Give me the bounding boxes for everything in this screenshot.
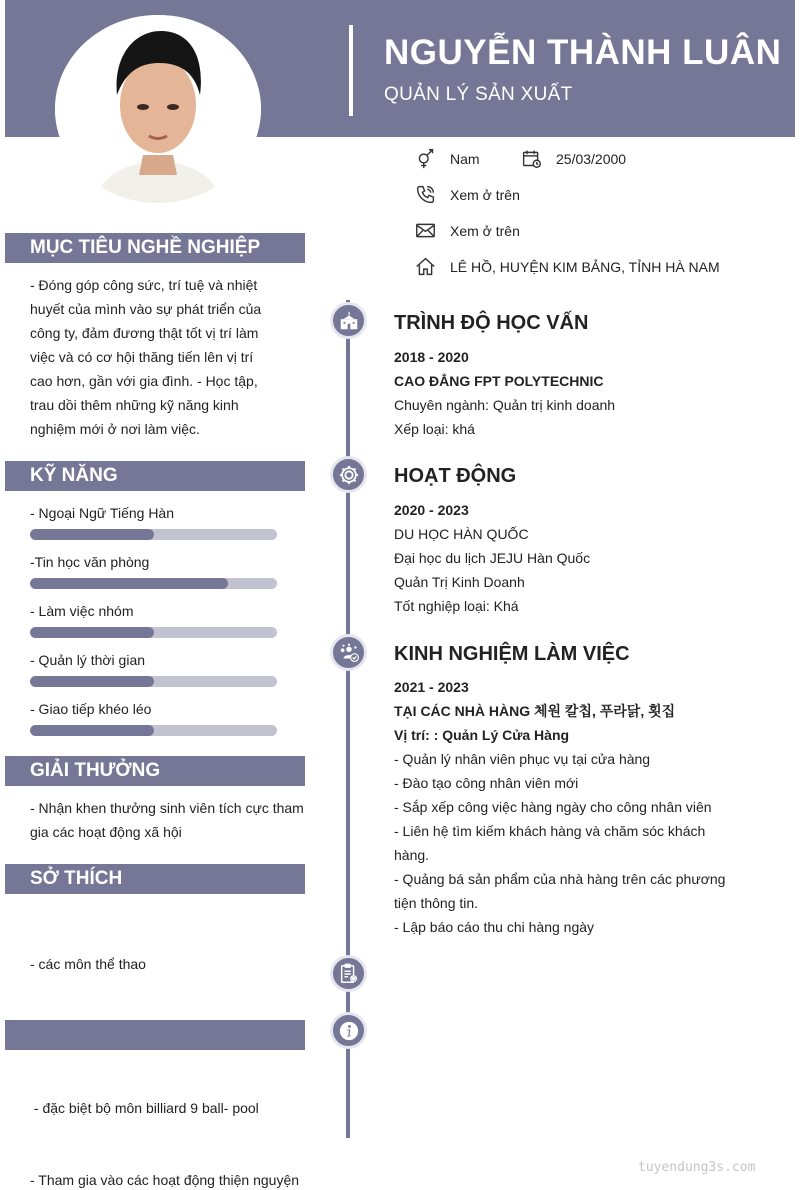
- phone-icon: [415, 184, 436, 205]
- activities-line: DU HỌC HÀN QUỐC: [394, 526, 529, 542]
- skill-label: - Làm việc nhóm: [30, 603, 134, 619]
- contact-phone: [415, 184, 520, 205]
- experience-line: hàng.: [394, 847, 430, 863]
- objective-line: - Đóng góp công sức, trí tuệ và nhiệt: [30, 277, 258, 293]
- experience-line: - Lập báo cáo thu chi hàng ngày: [394, 919, 595, 935]
- skill-bar-fill: [30, 725, 154, 736]
- experience-line: - Quản lý nhân viên phục vụ tại cửa hàng: [394, 751, 651, 767]
- skill-item: [30, 551, 280, 589]
- section-hobbies-title: SỞ THÍCH: [5, 864, 305, 894]
- skill-bar: [30, 676, 277, 687]
- contact-gender: [415, 148, 480, 169]
- report-settings-icon: [338, 963, 360, 985]
- candidate-position: QUẢN LÝ SẢN XUẤT: [384, 84, 573, 105]
- objective-text: [30, 273, 310, 441]
- section-empty-bar: [5, 1020, 305, 1050]
- info-badge: [330, 1012, 367, 1049]
- education-badge: [330, 302, 367, 339]
- skill-bar: [30, 627, 277, 638]
- section-skills-title: KỸ NĂNG: [5, 461, 305, 491]
- portrait-photo: [55, 15, 261, 203]
- team-check-icon: [338, 642, 360, 664]
- skill-item: [30, 600, 280, 638]
- experience-badge: [330, 634, 367, 671]
- objective-line: việc và có cơ hội thăng tiến lên vị trí: [30, 349, 254, 365]
- hobby-line: - các môn thể thao: [30, 956, 146, 972]
- section-activities-title: HOẠT ĐỘNG: [394, 465, 517, 487]
- email-value: Xem ở trên: [450, 222, 520, 239]
- activities-line: Quản Trị Kinh Doanh: [394, 574, 525, 590]
- experience-line: tiện thông tin.: [394, 895, 479, 911]
- skill-item: [30, 698, 280, 736]
- awards-text: [30, 796, 310, 844]
- skill-label: - Quản lý thời gian: [30, 652, 146, 668]
- contact-email: [415, 220, 520, 241]
- gender-icon: [415, 148, 436, 169]
- contact-birthday: [521, 148, 626, 169]
- activities-period: 2020 - 2023: [394, 502, 469, 518]
- skill-bar-fill: [30, 529, 154, 540]
- experience-line: - Sắp xếp công việc hàng ngày cho công nhân viên: [394, 799, 712, 815]
- skill-label: -Tin học văn phòng: [30, 554, 150, 570]
- gender-value: Nam: [450, 150, 480, 167]
- skill-item: [30, 502, 280, 540]
- awards-line: - Nhận khen thưởng sinh viên tích cực tham: [30, 800, 304, 816]
- skill-label: - Ngoại Ngữ Tiếng Hàn: [30, 505, 174, 521]
- education-school: CAO ĐẲNG FPT POLYTECHNIC: [394, 373, 604, 389]
- skill-bar-fill: [30, 627, 154, 638]
- objective-line: huyết của mình vào sự phát triển của: [30, 301, 262, 317]
- home-icon: [415, 256, 436, 277]
- school-icon: [338, 310, 360, 332]
- section-awards-title: GIẢI THƯỞNG: [5, 756, 305, 786]
- skill-bar: [30, 725, 277, 736]
- experience-period: 2021 - 2023: [394, 679, 469, 695]
- header-divider: [349, 25, 353, 116]
- candidate-name: NGUYỄN THÀNH LUÂN: [384, 33, 782, 72]
- awards-line: gia các hoạt động xã hội: [30, 824, 182, 840]
- skill-item: [30, 649, 280, 687]
- skill-bar: [30, 578, 277, 589]
- info-icon: [338, 1020, 360, 1042]
- skill-bar: [30, 529, 277, 540]
- hobby-line: - Tham gia vào các hoạt động thiện nguyện: [30, 1172, 300, 1188]
- hobby-line: - đặc biệt bộ môn billiard 9 ball- pool: [30, 1100, 259, 1116]
- education-major: Chuyên ngành: Quản trị kinh doanh: [394, 397, 616, 413]
- birthday-value: 25/03/2000: [556, 150, 627, 167]
- education-grade: Xếp loại: khá: [394, 421, 475, 437]
- activities-line: Đại học du lịch JEJU Hàn Quốc: [394, 550, 591, 566]
- skill-label: - Giao tiếp khéo léo: [30, 701, 152, 717]
- experience-line: - Đào tạo công nhân viên mới: [394, 775, 579, 791]
- objective-line: công ty, đảm đương thật tốt vị trí làm: [30, 325, 259, 341]
- education-content: [394, 345, 754, 441]
- education-period: 2018 - 2020: [394, 349, 469, 365]
- experience-content: [394, 675, 754, 939]
- section-education-title: TRÌNH ĐỘ HỌC VẤN: [394, 312, 589, 334]
- experience-role: Vị trí: : Quản Lý Cửa Hàng: [394, 727, 570, 743]
- activities-content: [394, 498, 754, 618]
- section-experience-title: KINH NGHIỆM LÀM VIỆC: [394, 643, 630, 665]
- phone-value: Xem ở trên: [450, 186, 520, 203]
- objective-line: nghiệm mới ở nơi làm việc.: [30, 421, 200, 437]
- watermark: tuyendung3s.com: [638, 1160, 756, 1175]
- gear-icon: [338, 464, 360, 486]
- experience-line: - Liên hệ tìm kiếm khách hàng và chăm sóc khách: [394, 823, 706, 839]
- avatar: [55, 15, 261, 203]
- calendar-icon: [521, 148, 542, 169]
- objective-line: trau dồi thêm những kỹ năng kinh: [30, 397, 239, 413]
- objective-line: cao hơn, gần với gia đình. - Học tập,: [30, 373, 258, 389]
- email-icon: [415, 220, 436, 241]
- contact-address: [415, 256, 720, 277]
- activities-line: Tốt nghiệp loại: Khá: [394, 598, 519, 614]
- report-badge: [330, 955, 367, 992]
- skill-bar-fill: [30, 676, 154, 687]
- section-objective-title: MỤC TIÊU NGHỀ NGHIỆP: [5, 233, 305, 263]
- skill-bar-fill: [30, 578, 228, 589]
- experience-line: - Quảng bá sản phẩm của nhà hàng trên các phương: [394, 871, 726, 887]
- address-value: LÊ HỒ, HUYỆN KIM BẢNG, TỈNH HÀ NAM: [450, 258, 720, 275]
- experience-company: TẠI CÁC NHÀ HÀNG 체원 칼칩, 푸라닭, 횟집: [394, 703, 676, 719]
- activities-badge: [330, 456, 367, 493]
